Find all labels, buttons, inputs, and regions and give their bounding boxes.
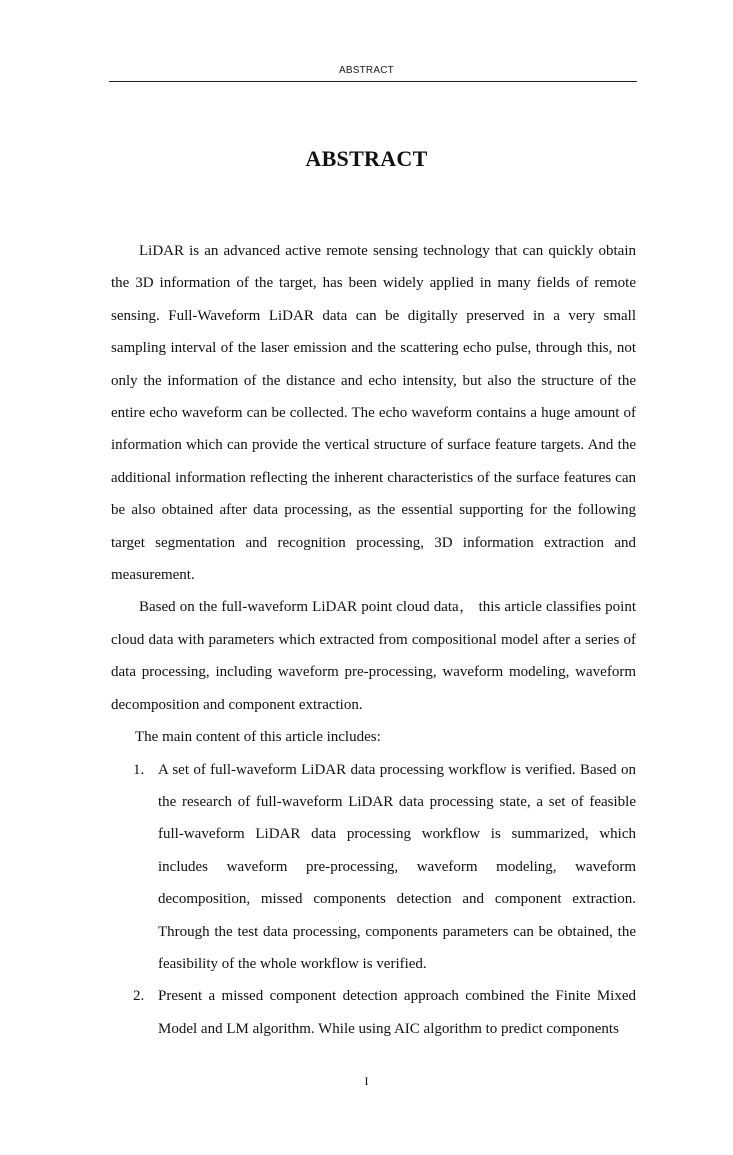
paragraph-approach: Based on the full-waveform LiDAR point cloud data， this article classifies point cloud data with parameters which extracted from compositional model after a series of data processing, including waveform pre-processing, waveform modeling, waveform decomposition and component extraction. bbox=[111, 599, 636, 713]
contents-list bbox=[111, 754, 636, 1046]
list-item bbox=[111, 754, 636, 981]
list-item-number: 2. bbox=[133, 988, 145, 1005]
header-rule bbox=[109, 81, 637, 82]
list-item-number: 1. bbox=[133, 761, 145, 778]
list-item bbox=[111, 980, 636, 1045]
paragraph-contents-lead: The main content of this article includes: bbox=[135, 729, 381, 746]
running-header: ABSTRACT bbox=[339, 65, 394, 76]
page-number: I bbox=[364, 1074, 369, 1088]
list-item-text: Present a missed component detection approach combined the Finite Mixed Model and LM algorithm. While using AIC algorithm to predict components bbox=[158, 988, 636, 1037]
page-title: ABSTRACT bbox=[305, 146, 428, 171]
list-item-text: A set of full-waveform LiDAR data processing workflow is verified. Based on the research of full-waveform LiDAR data processing state, a set of feasible full-waveform LiDAR data processing workflow is summarized, which includes waveform pre-processing, waveform modeling, waveform decomposition, missed components detection and component extraction. Through the test data processing, components parameters can be obtained, the feasibility of the whole workflow is verified. bbox=[158, 761, 636, 972]
paragraph-intro: LiDAR is an advanced active remote sensing technology that can quickly obtain the 3D information of the target, has been widely applied in many fields of remote sensing. Full-Waveform LiDAR data can be digitally preserved in a very small sampling interval of the laser emission and the scattering echo pulse, through this, not only the information of the distance and echo intensity, but also the structure of the entire echo waveform can be collected. The echo waveform contains a huge amount of information which can provide the vertical structure of surface feature targets. And the additional information reflecting the inherent characteristics of the surface features can be also obtained after data processing, as the essential supporting for the following target segmentation and recognition processing, 3D information extraction and measurement. bbox=[111, 243, 636, 584]
abstract-body bbox=[111, 235, 636, 1045]
